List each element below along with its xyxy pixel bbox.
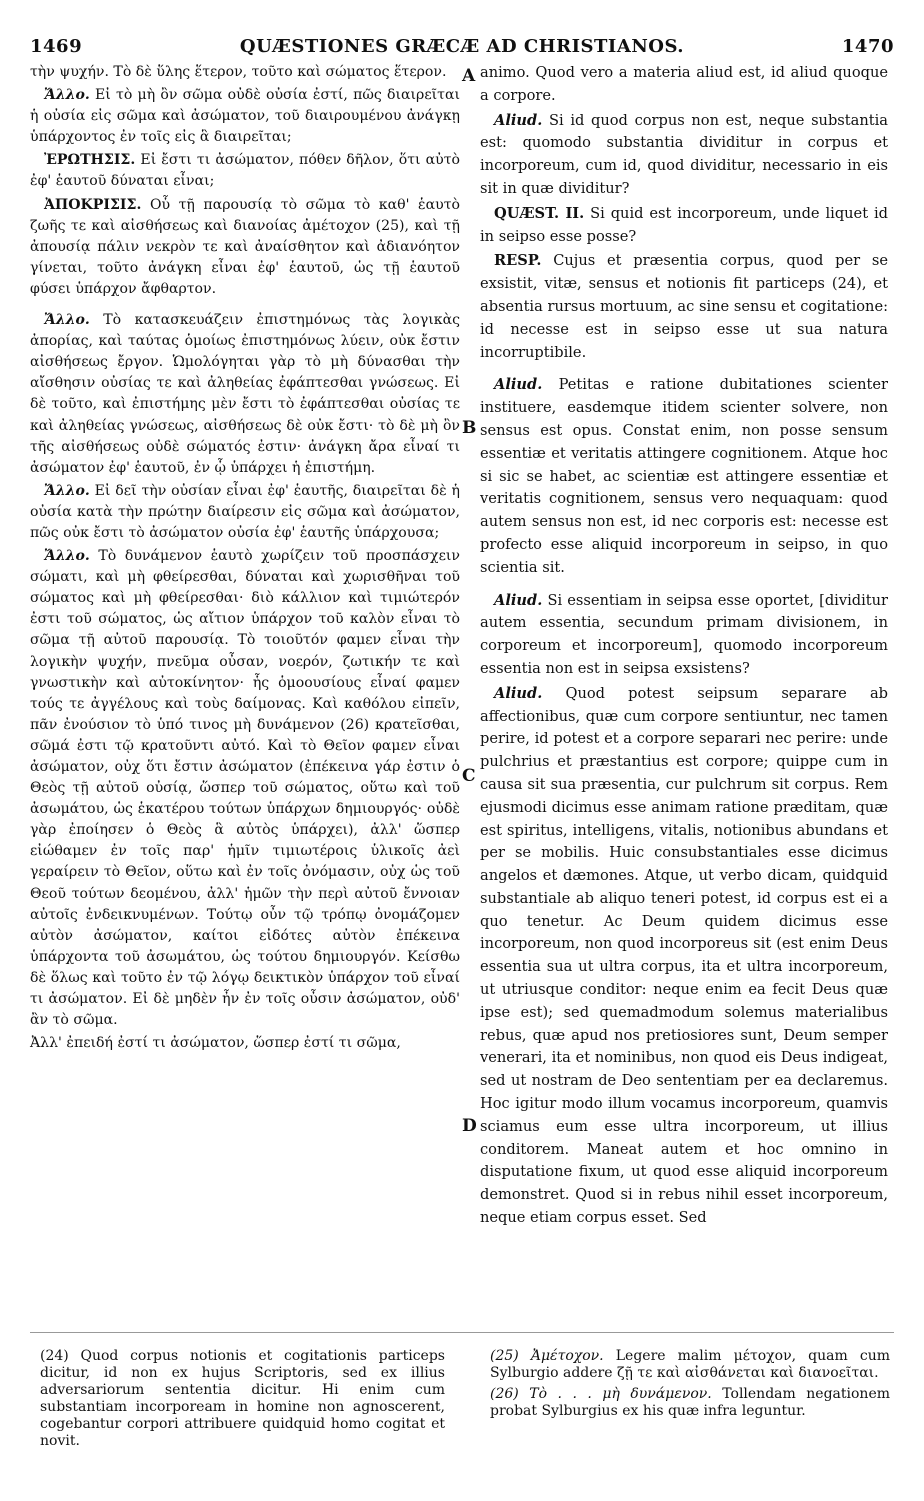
paragraph-label: Ἄλλο. xyxy=(44,87,90,104)
footnote: (25) Ἀμέτοχον. Legere malim μέτοχον, quam cum Sylburgio addere ζῇ τε καὶ αἰσθάνεται καὶ διανοεῖται. xyxy=(490,1348,890,1381)
section-marker-d: D xyxy=(462,1116,477,1136)
latin-paragraph: QUÆST. II. Si quid est incorporeum, unde liquet id in seipso esse posse? xyxy=(480,204,888,245)
paragraph-label: Aliud. xyxy=(494,684,543,702)
greek-paragraph: Ἄλλο. Τὸ κατασκευάζειν ἐπιστημόνως τὰς λογικὰς ἀπορίας, καὶ ταύτας ὁμοίως ἐπιστημόνως λύειν, οὐκ ἔστιν αἰσθήσεως ἔργον. Ὡμολόγηται γὰρ τὸ μὴ δύνασθαι τὴν αἴσθησιν οὐσίας τε καὶ ἀληθείας ἐφάπτεσθαι γνώσεως. Εἰ δὲ τοῦτο, καὶ ἐπιστήμης μὲν ἔστι τὸ ἐφάπτεσθαι οὐσίας τε καὶ ἀληθείας γνώσεως, αἰσθήσεως δὲ οὐκ ἔστι· τὸ δὲ μὴ ὂν τῆς αἰσθήσεως οὐδὲ σώματός ἐστιν· ἀνάγκη ἄρα εἶναί τι ἀσώματον ἐφ' ἑαυτοῦ, ἐν ᾧ ὑπάρχει ἡ ἐπιστήμη. xyxy=(30,312,460,476)
latin-column xyxy=(480,62,888,1232)
paragraph-label: Aliud. xyxy=(494,111,543,129)
greek-paragraph: Ἄλλο. Εἰ δεῖ τὴν οὐσίαν εἶναι ἐφ' ἑαυτῆς, διαιρεῖται δὲ ἡ οὐσία κατὰ τὴν πρώτην διαίρεσιν εἰς σῶμα καὶ ἀσώματον, πῶς οὐκ ἔστι τὸ ἀσώματον οὐσία ἐφ' ἑαυτῆς ὑπάρχουσα; xyxy=(30,482,460,541)
footnote-divider xyxy=(30,1332,894,1333)
paragraph-label: QUÆST. II. xyxy=(494,204,585,222)
greek-paragraph: ἘΡΩΤΗΣΙΣ. Εἰ ἔστι τι ἀσώματον, πόθεν δῆλον, ὅτι αὐτὸ ἐφ' ἑαυτοῦ δύναται εἶναι; xyxy=(30,152,460,190)
running-header xyxy=(30,36,894,60)
latin-paragraph: Aliud. Quod potest seipsum separare ab affectionibus, quæ cum corpore sentiuntur, nec tamen perire, id potest et a corpore separari nec perire: unde pulchrius et præstantius est corpore; quippe cum in causa sit sua præsentia, cur pulchrum sit corpus. Rem ejusmodi dicimus esse animam ratione præditam, quæ est spiritus, intelligens, vitalis, notionibus abundans et per se mobilis. Huic consubstantiales esse dicimus angelos et dæmones. Atque, ut verbo dicam, quidquid substantiale ab aliquo teneri potest, id corpus est ei a quo tenetur. Ac Deum quidem dicimus esse incorporeum, non quod incorporeus sit (est enim Deus essentia sua ut ultra corpus, ita et ultra incorporeum, ut utriusque conditor: neque enim ea fecit Deus quæ ipse est); sed quemadmodum solemus materialibus rebus, quæ apud nos pretiosiores sunt, Deum semper venerari, ita et nominibus, non quod eis Deus indigeat, sed ut nostram de Deo sententiam per ea declaremus. Hoc igitur modo illum vocamus incorporeum, quamvis sciamus eum esse ultra incorporeum, ut illius conditorem. Maneat autem et hoc omnino in disputatione fixum, ut quod esse aliquid incorporeum demonstret. Quod si in rebus nihil esset incorporeum, neque etiam corpus esset. Sed xyxy=(480,684,888,1227)
left-page-number: 1469 xyxy=(30,36,83,57)
section-marker-a: A xyxy=(462,66,476,86)
greek-paragraph: ἈΠΟΚΡΙΣΙΣ. Οὗ τῇ παρουσίᾳ τὸ σῶμα τὸ καθ' ἑαυτὸ ζωῆς τε καὶ αἰσθήσεως καὶ διανοίας ἀμέτοχον (25), καὶ τῇ ἀπουσίᾳ πάλιν νεκρὸν τε καὶ ἀναίσθητον καὶ ἀδιανόητον γίνεται, τοῦτο ἀνάγκη εἶναι ἐφ' ἑαυτοῦ, ὡς τῇ ἑαυτοῦ φύσει ὑπάρχον ἄφθαρτον. xyxy=(30,196,460,297)
latin-paragraph: animo. Quod vero a materia aliud est, id aliud quoque a corpore. xyxy=(480,64,888,104)
footnote: (24) Quod corpus notionis et cogitationis particeps dicitur, id non ex hujus Scriptoris, sed ex illius adversariorum sententia dicitur. Hi enim cum substantiam incorpoream in homine non agnoscerent, cogebantur corpori attribuere quidquid homo cogitat et novit. xyxy=(40,1348,445,1449)
footnote-lemma: (25) Ἀμέτοχον. xyxy=(490,1348,604,1364)
paragraph-label: RESP. xyxy=(494,252,542,270)
greek-paragraph: Ἀλλ' ἐπειδή ἐστί τι ἀσώματον, ὥσπερ ἐστί τι σῶμα, xyxy=(30,1035,401,1052)
running-title: QUÆSTIONES GRÆCÆ AD CHRISTIANOS. xyxy=(239,36,685,57)
latin-paragraph: Aliud. Si id quod corpus non est, neque substantia est: quomodo substantia dividitur in corpus et incorporeum, cum id, quod dividitur, necessario in eis sit in quæ dividitur? xyxy=(480,111,888,197)
paragraph-label: ἈΠΟΚΡΙΣΙΣ. xyxy=(44,196,142,213)
section-marker-b: B xyxy=(462,418,477,438)
latin-paragraph: RESP. Cujus et præsentia corpus, quod per se exsistit, vitæ, sensus et notionis fit particeps (24), et absentia rursus mortuum, ac sine sensu et cogitatione: id necesse est in seipso esse ut sua natura incorruptibile. xyxy=(480,252,888,361)
right-page-number: 1470 xyxy=(841,36,894,57)
footnote: (26) Τὸ . . . μὴ δυνάμενον. Tollendam negationem probat Sylburgius ex his quæ infra leguntur. xyxy=(490,1386,891,1419)
latin-paragraph: Aliud. Petitas e ratione dubitationes scienter instituere, easdemque itidem scienter solvere, non sensus est opus. Constat enim, non posse sensum essentiæ et veritatis attingere cognitionem. Atque hoc si sic se habet, ac scientiæ est attingere essentiæ et veritatis cognitionem, sensus vero nequaquam: quod autem sensus non est, id nec corporis est: necesse est profecto esse aliquid incorporeum in seipso, in quo scientia sit. xyxy=(480,376,888,576)
greek-column xyxy=(30,62,460,1056)
greek-paragraph: Ἄλλο. Εἰ τὸ μὴ ὂν σῶμα οὐδὲ οὐσία ἐστί, πῶς διαιρεῖται ἡ οὐσία εἰς σῶμα καὶ ἀσώματον, τοῦ διαιρουμένου ἀνάγκῃ ὑπάρχοντος ἐν τοῖς εἰς ἃ διαιρεῖται; xyxy=(30,87,460,146)
greek-paragraph: τὴν ψυχήν. Τὸ δὲ ὕλης ἕτερον, τοῦτο καὶ σώματος ἕτερον. xyxy=(30,64,447,80)
paragraph-label: Ἄλλο. xyxy=(44,482,90,499)
paragraph-label: Aliud. xyxy=(494,591,543,609)
paragraph-label: Ἄλλο. xyxy=(44,548,90,565)
footnotes-right xyxy=(490,1348,890,1424)
latin-paragraph: Aliud. Si essentiam in seipsa esse oportet, [dividitur autem essentia, secundum primam divisionem, in corporeum et incorporeum], quomodo incorporeum essentia non est in seipsa exsistens? xyxy=(480,591,888,677)
footnotes-left xyxy=(40,1348,445,1454)
paragraph-label: Ἄλλο. xyxy=(44,312,90,329)
greek-paragraph: Ἄλλο. Τὸ δυνάμενον ἑαυτὸ χωρίζειν τοῦ προσπάσχειν σώματι, καὶ μὴ φθείρεσθαι, δύναται καὶ χωρισθῆναι τοῦ σώματος καὶ μὴ φθείρεσθαι· διὸ κάλλιον καὶ τιμιώτερόν ἐστι τοῦ σώματος, ὡς αἴτιον ὑπάρχον τοῦ καλὸν εἶναι τὸ σῶμα τῇ αὐτοῦ παρουσίᾳ. Τὸ τοιοῦτόν φαμεν εἶναι τὴν λογικὴν ψυχήν, πνεῦμα οὖσαν, νοερόν, ζωτικήν τε καὶ γνωστικὴν καὶ αὐτοκίνητον· ἧς ὁμοουσίους εἶναί φαμεν τούς τε ἀγγέλους καὶ τοὺς δαίμονας. Καὶ καθόλου εἰπεῖν, πᾶν ἐνούσιον τὸ ὑπό τινος μὴ δυνάμενον (26) κρατεῖσθαι, σῶμά ἐστι τῷ κρατοῦντι αὐτό. Καὶ τὸ Θεῖον φαμεν εἶναι ἀσώματον, οὐχ ὅτι ἔστιν ἀσώματον (ἐπέκεινα γάρ ἐστιν ὁ Θεὸς τῇ αὐτοῦ οὐσίᾳ, ὥσπερ τοῦ σώματος, οὕτω καὶ τοῦ ἀσωμάτου, ὡς ἑκατέρου τούτων ὑπάρχων δημιουργός· οὐδὲ γὰρ ἐποίησεν ὁ Θεὸς ἃ αὐτὸς ὑπάρχει), ἀλλ' ὥσπερ εἰώθαμεν ἐν τοῖς παρ' ἡμῖν τιμιωτέροις ὑλικοῖς ἀεὶ γεραίρειν τὸ Θεῖον, οὕτω καὶ ἐν τοῖς ὀνόμασιν, οὐχ ὡς τοῦ Θεοῦ τούτων δεομένου, ἀλλ' ἡμῶν τὴν περὶ αὐτοῦ ἔννοιαν αὐτοῖς ἐνδεικνυμένων. Τούτῳ οὖν τῷ τρόπῳ ὀνομάζομεν αὐτὸν ἀσώματον, καίτοι εἰδότες αὐτὸν ἐπέκεινα ὑπάρχοντα τοῦ ἀσωμάτου, ὡς τούτου δημιουργόν. Κείσθω δὲ ὅλως καὶ τοῦτο ἐν τῷ λόγῳ δεικτικὸν ὑπάρχον τοῦ εἶναί τι ἀσώματον. Εἰ δὲ μηδὲν ἦν ἐν τοῖς οὖσιν ἀσώματον, οὐδ' ἂν τὸ σῶμα. xyxy=(30,548,460,1029)
footnote-lemma: (26) Τὸ . . . μὴ δυνάμενον. xyxy=(490,1386,712,1402)
paragraph-label: ἘΡΩΤΗΣΙΣ. xyxy=(44,152,136,169)
section-marker-c: C xyxy=(462,766,476,786)
paragraph-label: Aliud. xyxy=(494,376,543,394)
